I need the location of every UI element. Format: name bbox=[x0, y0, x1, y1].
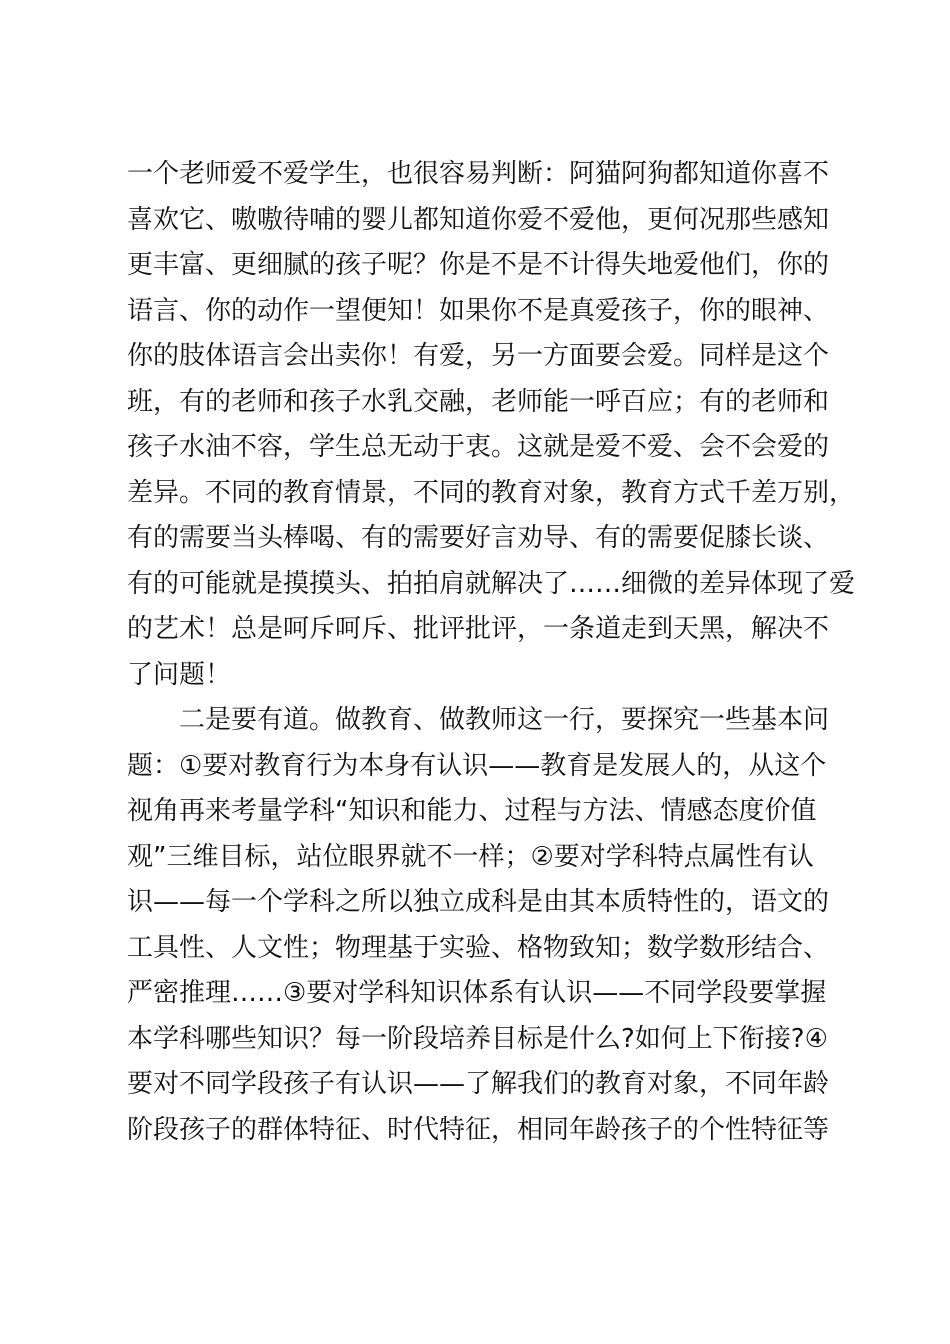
paragraph-start-line: 二是要有道。做教育、做教师这一行，要探究一些基本问 bbox=[179, 705, 830, 735]
text-line: 题：①要对教育行为本身有认识——教育是发展人的，从这个 bbox=[127, 750, 827, 781]
text-line: 识——每一个学科之所以独立成科是由其本质特性的，语文的 bbox=[127, 887, 830, 917]
text-line: 有的可能就是摸摸头、拍拍肩就解决了……细微的差异体现了爱 bbox=[127, 568, 856, 599]
text-line: 观”三维目标，站位眼界就不一样；②要对学科特点属性有认 bbox=[127, 841, 814, 872]
text-line: 一个老师爱不爱学生，也很容易判断：阿猫阿狗都知道你喜不 bbox=[127, 159, 830, 189]
text-line: 语言、你的动作一望便知！如果你不是真爱孩子，你的眼神、 bbox=[127, 295, 830, 326]
text-line: 工具性、人文性；物理基于实验、格物致知；数学数形结合、 bbox=[127, 932, 830, 963]
text-line: 视角再来考量学科“知识和能力、过程与方法、情感态度价值 bbox=[127, 796, 817, 826]
text-line: 本学科哪些知识？每一阶段培养目标是什么?如何上下衔接?④ bbox=[127, 1023, 828, 1054]
text-line: 更丰富、更细腻的孩子呢？你是不是不计得失地爱他们，你的 bbox=[127, 250, 830, 280]
text-line: 孩子水油不容，学生总无动于衷。这就是爱不爱、会不会爱的 bbox=[127, 432, 830, 462]
text-line: 要对不同学段孩子有认识——了解我们的教育对象，不同年龄 bbox=[127, 1069, 830, 1099]
text-line: 差异。不同的教育情景，不同的教育对象，教育方式千差万别， bbox=[127, 477, 856, 508]
text-line: 有的需要当头棒喝、有的需要好言劝导、有的需要促膝长谈、 bbox=[127, 523, 830, 553]
body-text bbox=[127, 152, 856, 1153]
text-line: 你的肢体语言会出卖你！有爱，另一方面要会爱。同样是这个 bbox=[127, 341, 830, 371]
text-line: 的艺术！总是呵斥呵斥、批评批评，一条道走到天黑，解决不 bbox=[127, 614, 830, 644]
text-line: 喜欢它、嗷嗷待哺的婴儿都知道你爱不爱他，更何况那些感知 bbox=[127, 204, 830, 235]
text-line: 严密推理……③要对学科知识体系有认识——不同学段要掌握 bbox=[127, 978, 827, 1008]
text-line: 阶段孩子的群体特征、时代特征，相同年龄孩子的个性特征等 bbox=[127, 1114, 830, 1145]
text-line: 了问题！ bbox=[127, 659, 232, 690]
text-line: 班，有的老师和孩子水乳交融，老师能一呼百应；有的老师和 bbox=[127, 386, 830, 417]
